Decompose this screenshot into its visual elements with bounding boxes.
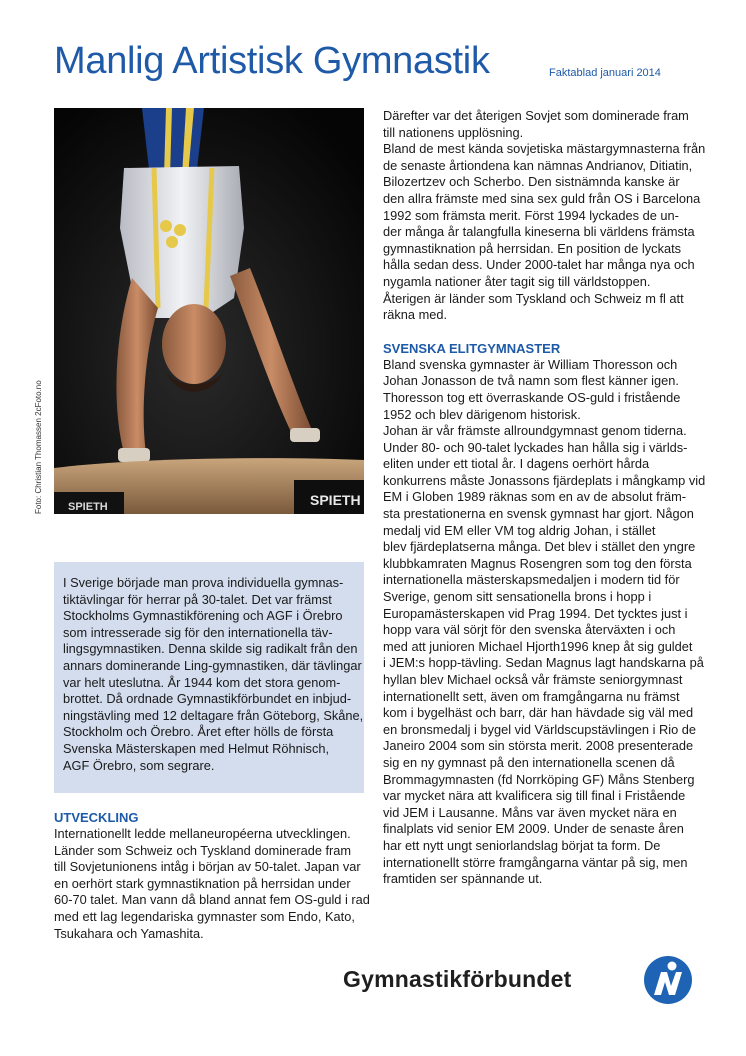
text-line: med att junioren Michael Hjorth1996 knep åt sig guldet <box>383 638 693 654</box>
text-line: Sverige, genom sitt sensationella brons i hopp i <box>383 589 652 605</box>
text-line: Janeiro 2004 som sin största merit. 2008 presenterade <box>383 738 694 754</box>
text-line: Tsukahara och Yamashita. <box>54 925 204 941</box>
text-line: Internationellt ledde mellaneuropéerna utvecklingen. <box>54 826 351 841</box>
text-line: Återigen är länder som Tyskland och Schweiz m fl att <box>383 290 684 306</box>
text-line: Brommagymnasten (fd Norrköping GF) Måns Stenberg <box>383 771 695 787</box>
text-line: EM i Globen 1989 räknas som en av de absolut främ- <box>383 489 687 505</box>
text-line: eliten under ett tiotal år. I dagens oerhört hårda <box>383 456 650 472</box>
text-line: Johan Jonasson de två namn som flest känner igen. <box>383 373 679 389</box>
text-line: Bilozertzev och Scherbo. Den sistnämnda kanske är <box>383 174 680 190</box>
text-line: 1992 som främsta merit. Först 1994 lyckades de un- <box>383 207 679 223</box>
text-line: Johan är vår främste allroundgymnast genom tiderna. <box>383 423 687 439</box>
text-line: Under 80- och 90-talet lyckades han hålla sig i världs- <box>383 439 688 455</box>
text-line: med ett lag legendariska gymnaster som Endo, Kato, <box>54 908 355 924</box>
text-line: kom i bygelhäst och barr, där han hävdade sig väl med <box>383 705 694 721</box>
intro-infobox <box>54 562 364 793</box>
text-line: till nationens upplösning. <box>383 124 524 140</box>
text-line: hyllan blev Michael också vår främste seniorgymnast <box>383 672 683 687</box>
elit-text <box>383 356 706 888</box>
text-line: I Sverige började man prova individuella gymnas- <box>63 575 344 590</box>
text-line: den allra främste med sina sex guld från OS i Barcelona <box>383 190 701 206</box>
text-line: Svenska Mästerskapen med Helmut Röhnisch, <box>63 740 330 756</box>
utveckling-text <box>54 826 370 942</box>
text-line: AGF Örebro, som segrare. <box>63 757 215 773</box>
text-line: finalplats vid senior EM 2009. Under de senaste åren <box>383 821 684 837</box>
page-title: Manlig Artistisk Gymnastik <box>54 40 490 82</box>
text-line: Thoresson tog ett överraskande OS-guld i fristående <box>383 389 681 405</box>
text-line: framtiden ser spännande ut. <box>383 871 543 887</box>
footer-brand: Gymnastikförbundet <box>343 966 572 992</box>
text-line: der många år talangfulla kineserna bli världens främsta <box>383 224 695 240</box>
text-line: i JEM:s hopp-tävling. Sedan Magnus lagt handskarna på <box>383 655 704 671</box>
text-line: var mycket nära att kvalificera sig till final i Fristående <box>383 788 686 804</box>
text-line: har ett nytt ungt seniorlandslag börjat ta form. De <box>383 837 661 853</box>
text-line: de senaste årtiondena kan nämnas Andrianov, Ditiatin, <box>383 157 693 173</box>
sovjet-text <box>383 108 706 324</box>
text-line: internationellt större framgångarna väntar på sig, men <box>383 854 688 870</box>
text-line: Bland svenska gymnaster är William Thoresson och <box>383 356 678 372</box>
text-line: Bland de mest kända sovjetiska mästargymnasterna från <box>383 141 706 157</box>
gymnast-photo <box>54 108 364 514</box>
text-line: Stockholms Gymnastikförening och AGF i Örebro <box>63 608 343 624</box>
text-line: räkna med. <box>383 307 448 323</box>
text-line: gymnastiknation på herrsidan. En position de lyckats <box>383 240 682 256</box>
text-line: hålla sedan dess. Under 2000-talet har många nya och <box>383 257 695 273</box>
text-line: nygamla nationer åter tagit sig till världstoppen. <box>383 273 651 289</box>
text-line: blev fjärdeplatserna många. Det blev i stället den yngre <box>383 539 696 555</box>
text-line: som intresserade sig för den internationella täv- <box>63 624 333 640</box>
dateline: Faktablad januari 2014 <box>549 67 661 79</box>
text-line: konkurrens måste Jonassons fjärdeplats i mångkamp vid <box>383 472 706 488</box>
section-heading-elitgymnaster: SVENSKA ELITGYMNASTER <box>383 340 561 356</box>
text-line: internationella mästerskapsmedaljen i modern tid för <box>383 572 680 588</box>
text-line: var helt uteslutna. År 1944 kom det stora genom- <box>63 674 341 690</box>
text-line: ningstävling med 12 deltagare från Göteborg, Skåne, <box>63 707 364 723</box>
section-utveckling <box>54 810 370 942</box>
text-line: brottet. Då ordnade Gymnastikförbundet en inbjud- <box>63 691 352 707</box>
horse-brand-right: SPIETH <box>310 492 361 508</box>
horse-brand-left: SPIETH <box>68 501 108 513</box>
gymnastikforbundet-logo-icon <box>643 955 693 1005</box>
text-line: till Sovjetunionens intåg i början av 50-talet. Japan var <box>54 859 361 875</box>
text-line: en bronsmedalj i bygel vid Världscupstävlingen i Rio de <box>383 721 696 737</box>
text-line: en oerhört stark gymnastiknation på herrsidan under <box>54 875 351 891</box>
text-line: 1952 och blev därigenom historisk. <box>383 406 581 422</box>
text-line: Stockholm och Örebro. Året efter hölls de första <box>63 724 334 740</box>
photo-credit: Foto: Christian Thomassen 2cFoto.no <box>34 380 43 514</box>
text-line: sig en ny gymnast på den internationella scenen då <box>383 754 675 770</box>
text-line: lingsgymnastiken. Denna skilde sig radikalt från den <box>63 641 358 657</box>
text-line: hopp vara väl sörjt för den svenska återväxten i och <box>383 622 676 638</box>
text-line: 60-70 talet. Man vann då bland annat fem OS-guld i rad <box>54 892 370 908</box>
gymnast-illustration <box>54 108 364 514</box>
text-line: Europamästerskapen vid Prag 1994. Det tycktes just i <box>383 605 688 621</box>
text-line: Länder som Schweiz och Tyskland dominerade fram <box>54 842 352 858</box>
infobox-text <box>63 575 364 774</box>
section-heading-utveckling: UTVECKLING <box>54 810 139 825</box>
text-line: sta prestationerna en svensk gymnast har gjort. Någon <box>383 506 694 522</box>
text-line: tiktävlingar för herrar på 30-talet. Det var främst <box>63 591 332 607</box>
text-line: annars dominerande Ling-gymnastiken, där tävlingar <box>63 657 362 673</box>
text-line: klubbkamraten Magnus Rosengren som tog den första <box>383 555 692 571</box>
text-line: medalj vid EM eller VM tog aldrig Johan, i stället <box>383 522 656 538</box>
text-line: vid JEM i Lausanne. Måns var även mycket nära en <box>383 804 677 820</box>
text-line: internationellt sett, även om framgångarna nu främst <box>383 688 680 704</box>
right-column <box>383 108 706 888</box>
section-spacer <box>383 324 703 341</box>
text-line: Därefter var det återigen Sovjet som dominerade fram <box>383 108 689 123</box>
